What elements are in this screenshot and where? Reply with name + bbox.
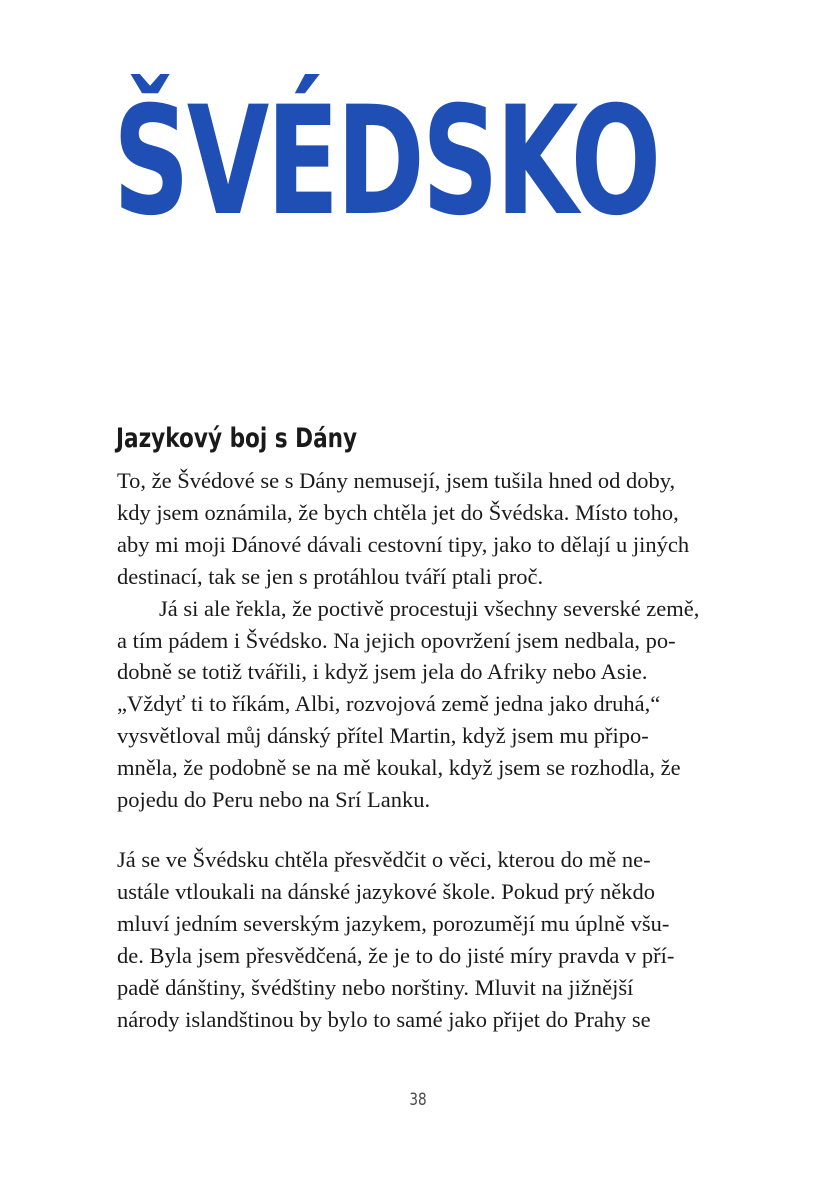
text-line: Já se ve Švédsku chtěla přesvědčit o věci, kterou do mě ne- <box>117 847 651 872</box>
text-line: ustále vtloukali na dánské jazykové škole. Pokud prý někdo <box>117 878 656 904</box>
text-line: To, že Švédové se s Dány nemusejí, jsem tušila hned od doby, <box>117 468 676 493</box>
text-line: a tím pádem i Švédsko. Na jejich opovržení jsem nedbala, po- <box>117 627 676 653</box>
text-line: mluví jedním severským jazykem, porozumějí mu úplně všu- <box>117 910 670 936</box>
text-line: dobně se totiž tvářili, i když jsem jela do Afriky nebo Asie. <box>117 659 648 685</box>
paragraph <box>117 844 721 1035</box>
chapter-title: ŠVÉDSKO <box>113 75 659 249</box>
text-line: Já si ale řekla, že poctivě procestuji všechny severské země, <box>159 595 700 621</box>
body-text-block <box>117 844 721 1035</box>
text-line: aby mi moji Dánové dávali cestovní tipy, jako to dělají u jiných <box>117 531 690 557</box>
text-line: mněla, že podobně se na mě koukal, když jsem se rozhodla, že <box>117 755 681 781</box>
text-line: vysvětloval můj dánský přítel Martin, když jsem mu připo- <box>117 723 649 749</box>
text-line: „Vždyť ti to říkám, Albi, rozvojová země jedna jako druhá,“ <box>117 691 661 717</box>
text-line: pojedu do Peru nebo na Srí Lanku. <box>117 787 431 813</box>
text-line: de. Byla jsem přesvědčená, že je to do jisté míry pravda v pří- <box>117 942 675 968</box>
paragraph <box>117 465 721 593</box>
body-text-block <box>117 465 721 816</box>
text-line: destinací, tak se jen s protáhlou tváří ptali proč. <box>117 563 544 589</box>
text-line: národy islandštinou by bylo to samé jako přijet do Prahy se <box>117 1006 651 1032</box>
text-line: padě dánštiny, švédštiny nebo norštiny. Mluvit na jižnější <box>117 974 634 1000</box>
paragraph <box>117 593 721 816</box>
page-number: 38 <box>409 1090 427 1110</box>
text-line: kdy jsem oznámila, že bych chtěla jet do Švédska. Místo toho, <box>117 499 679 525</box>
section-heading: Jazykový boj s Dány <box>116 423 358 454</box>
